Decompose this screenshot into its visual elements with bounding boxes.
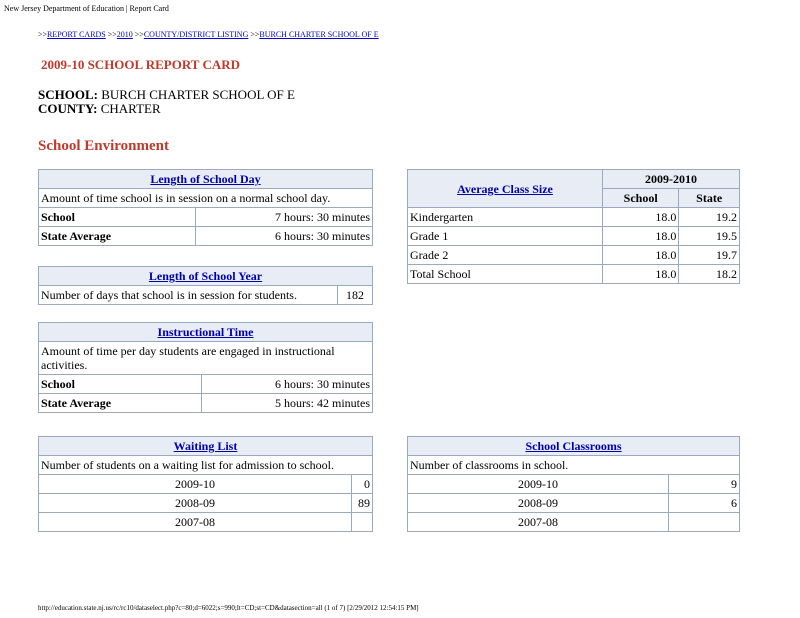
- class-size-header: [408, 170, 603, 208]
- breadcrumb-sep: >>: [107, 30, 117, 39]
- section-title: School Environment: [38, 138, 169, 154]
- breadcrumb-link-county-district[interactable]: COUNTY/DISTRICT LISTING: [143, 30, 249, 39]
- table-row: [408, 494, 740, 513]
- row-school: 18.0: [603, 265, 679, 284]
- table-row: [408, 246, 740, 265]
- row-value: [352, 513, 373, 532]
- length-of-day-link[interactable]: Length of School Day: [150, 172, 261, 186]
- row-school: 18.0: [603, 227, 679, 246]
- row-label: School: [39, 375, 202, 394]
- breadcrumb-sep: >>: [38, 30, 48, 39]
- classrooms-description: Number of classrooms in school.: [408, 456, 740, 475]
- row-value: 5 hours: 42 minutes: [202, 394, 373, 413]
- table-row: [39, 375, 373, 394]
- breadcrumb-link-report-cards[interactable]: REPORT CARDS: [47, 30, 106, 39]
- row-value: 9: [669, 475, 740, 494]
- row-label: School: [39, 208, 196, 227]
- table-row: [39, 227, 373, 246]
- row-value: 89: [352, 494, 373, 513]
- table-row: [408, 265, 740, 284]
- row-year: 2007-08: [39, 513, 352, 532]
- row-year: 2008-09: [408, 494, 669, 513]
- length-of-day-table: [38, 169, 373, 246]
- row-year: 2009-10: [39, 475, 352, 494]
- page-header: New Jersey Department of Education | Report Card: [4, 4, 169, 13]
- breadcrumb: [38, 30, 379, 39]
- table-row: [39, 394, 373, 413]
- row-school: 18.0: [603, 246, 679, 265]
- table-row: [408, 475, 740, 494]
- table-row: [39, 513, 373, 532]
- col-state: State: [679, 189, 740, 208]
- breadcrumb-sep: >>: [250, 30, 260, 39]
- classrooms-table: [407, 436, 740, 532]
- row-value: 6 hours: 30 minutes: [202, 375, 373, 394]
- school-info: [38, 88, 295, 116]
- report-title: 2009-10 SCHOOL REPORT CARD: [41, 57, 241, 72]
- row-state: 18.2: [679, 265, 740, 284]
- instructional-time-description-text: Amount of time per day students are engaged in instructional activities.: [41, 344, 335, 372]
- length-of-year-header: [39, 267, 373, 286]
- table-row: [39, 475, 373, 494]
- class-size-year: 2009-2010: [603, 170, 740, 189]
- table-row: [408, 513, 740, 532]
- county-name: CHARTER: [100, 101, 161, 116]
- county-label: COUNTY:: [38, 101, 98, 116]
- length-of-year-table: [38, 266, 373, 305]
- row-school: 18.0: [603, 208, 679, 227]
- row-value: 6: [669, 494, 740, 513]
- classrooms-header: [408, 437, 740, 456]
- waiting-list-table: [38, 436, 373, 532]
- length-of-year-link[interactable]: Length of School Year: [148, 269, 263, 283]
- row-year: 2008-09: [39, 494, 352, 513]
- instructional-time-description: [39, 342, 373, 375]
- row-year: 2009-10: [408, 475, 669, 494]
- row-grade: Grade 1: [408, 227, 603, 246]
- breadcrumb-link-2010[interactable]: 2010: [116, 30, 133, 39]
- school-name: BURCH CHARTER SCHOOL OF E: [101, 87, 295, 102]
- table-row: [408, 208, 740, 227]
- row-year: 2007-08: [408, 513, 669, 532]
- row-label: State Average: [39, 394, 202, 413]
- breadcrumb-link-school[interactable]: BURCH CHARTER SCHOOL OF E: [259, 30, 379, 39]
- col-school: School: [603, 189, 679, 208]
- row-value: 6 hours: 30 minutes: [196, 227, 373, 246]
- table-row: [39, 208, 373, 227]
- row-state: 19.7: [679, 246, 740, 265]
- row-state: 19.2: [679, 208, 740, 227]
- waiting-list-header: [39, 437, 373, 456]
- school-label: SCHOOL:: [38, 87, 98, 102]
- classrooms-link[interactable]: School Classrooms: [525, 439, 622, 453]
- row-grade: Kindergarten: [408, 208, 603, 227]
- class-size-link[interactable]: Average Class Size: [457, 181, 553, 196]
- length-of-day-description: Amount of time school is in session on a normal school day.: [39, 189, 373, 208]
- row-value: 7 hours: 30 minutes: [196, 208, 373, 227]
- length-of-year-description: Number of days that school is in session for students.: [39, 286, 338, 305]
- row-label: State Average: [39, 227, 196, 246]
- page-footer-url: http://education.state.nj.us/rc/rc10/dataselect.php?c=80;d=6022;s=990;lt=CD;st=CD&datasection=all (1 of 7) [2/29/2012 12:54:15 PM]: [38, 604, 419, 612]
- row-value: [669, 513, 740, 532]
- instructional-time-link[interactable]: Instructional Time: [157, 325, 254, 339]
- length-of-year-value: 182: [338, 286, 373, 305]
- instructional-time-table: [38, 322, 373, 413]
- row-grade: Total School: [408, 265, 603, 284]
- instructional-time-header: [39, 323, 373, 342]
- breadcrumb-sep: >>: [134, 30, 144, 39]
- row-value: 0: [352, 475, 373, 494]
- waiting-list-link[interactable]: Waiting List: [173, 439, 238, 453]
- table-row: [408, 227, 740, 246]
- length-of-day-header: [39, 170, 373, 189]
- waiting-list-description: Number of students on a waiting list for admission to school.: [39, 456, 373, 475]
- row-grade: Grade 2: [408, 246, 603, 265]
- class-size-table: [407, 169, 740, 284]
- row-state: 19.5: [679, 227, 740, 246]
- table-row: [39, 494, 373, 513]
